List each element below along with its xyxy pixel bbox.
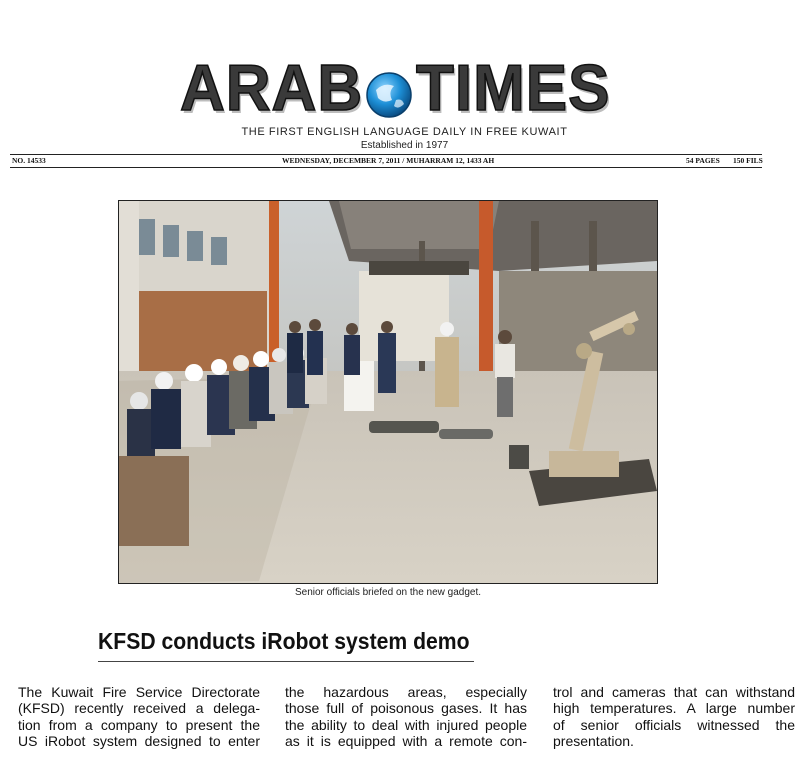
article-line: presentation.	[553, 733, 634, 750]
photo-caption: Senior officials briefed on the new gadget.	[294, 587, 482, 598]
globe-icon	[364, 70, 414, 120]
issue-number: NO. 14533	[12, 156, 46, 165]
article-column-3	[553, 684, 795, 750]
article-line: trol and cameras that can withstand	[553, 684, 795, 700]
article-column-2	[285, 684, 527, 750]
news-photo	[118, 200, 658, 584]
article-line: tion from a company to present the	[18, 716, 260, 733]
article-line: (KFSD) recently received a delega-	[18, 700, 260, 717]
headline-rule	[98, 661, 474, 662]
cover-price: 150 FILS	[733, 156, 763, 165]
masthead	[0, 0, 809, 176]
article-line: The Kuwait Fire Service Directorate	[18, 684, 260, 700]
article-line: the hazardous areas, especially	[285, 684, 527, 700]
article-line: those full of poisonous gases. It has	[285, 700, 527, 717]
tagline: THE FIRST ENGLISH LANGUAGE DAILY IN FREE KUWAIT	[241, 126, 568, 138]
article-line: of senior officials witnessed the	[553, 716, 795, 733]
dateline-rule-bottom	[10, 167, 762, 168]
dateline-rule-top	[10, 154, 762, 155]
publication-date: WEDNESDAY, DECEMBER 7, 2011 / MUHARRAM 12, 1433 AH	[282, 156, 495, 165]
logo-word-arab: ARAB	[180, 52, 364, 125]
article-column-1	[18, 684, 260, 750]
article-line: the ability to deal with injured people	[285, 716, 527, 733]
established-line: Established in 1977	[360, 140, 449, 151]
article-line: as it is equipped with a remote con-	[285, 733, 527, 750]
logo-word-times: TIMES	[416, 52, 611, 125]
article-headline: KFSD conducts iRobot system demo	[98, 628, 470, 654]
article-line: high temperatures. A large number	[553, 700, 795, 717]
newspaper-logo	[180, 52, 611, 128]
page-count: 54 PAGES	[686, 156, 720, 165]
article-line: US iRobot system designed to enter	[18, 733, 260, 750]
photo-scene	[119, 201, 657, 583]
